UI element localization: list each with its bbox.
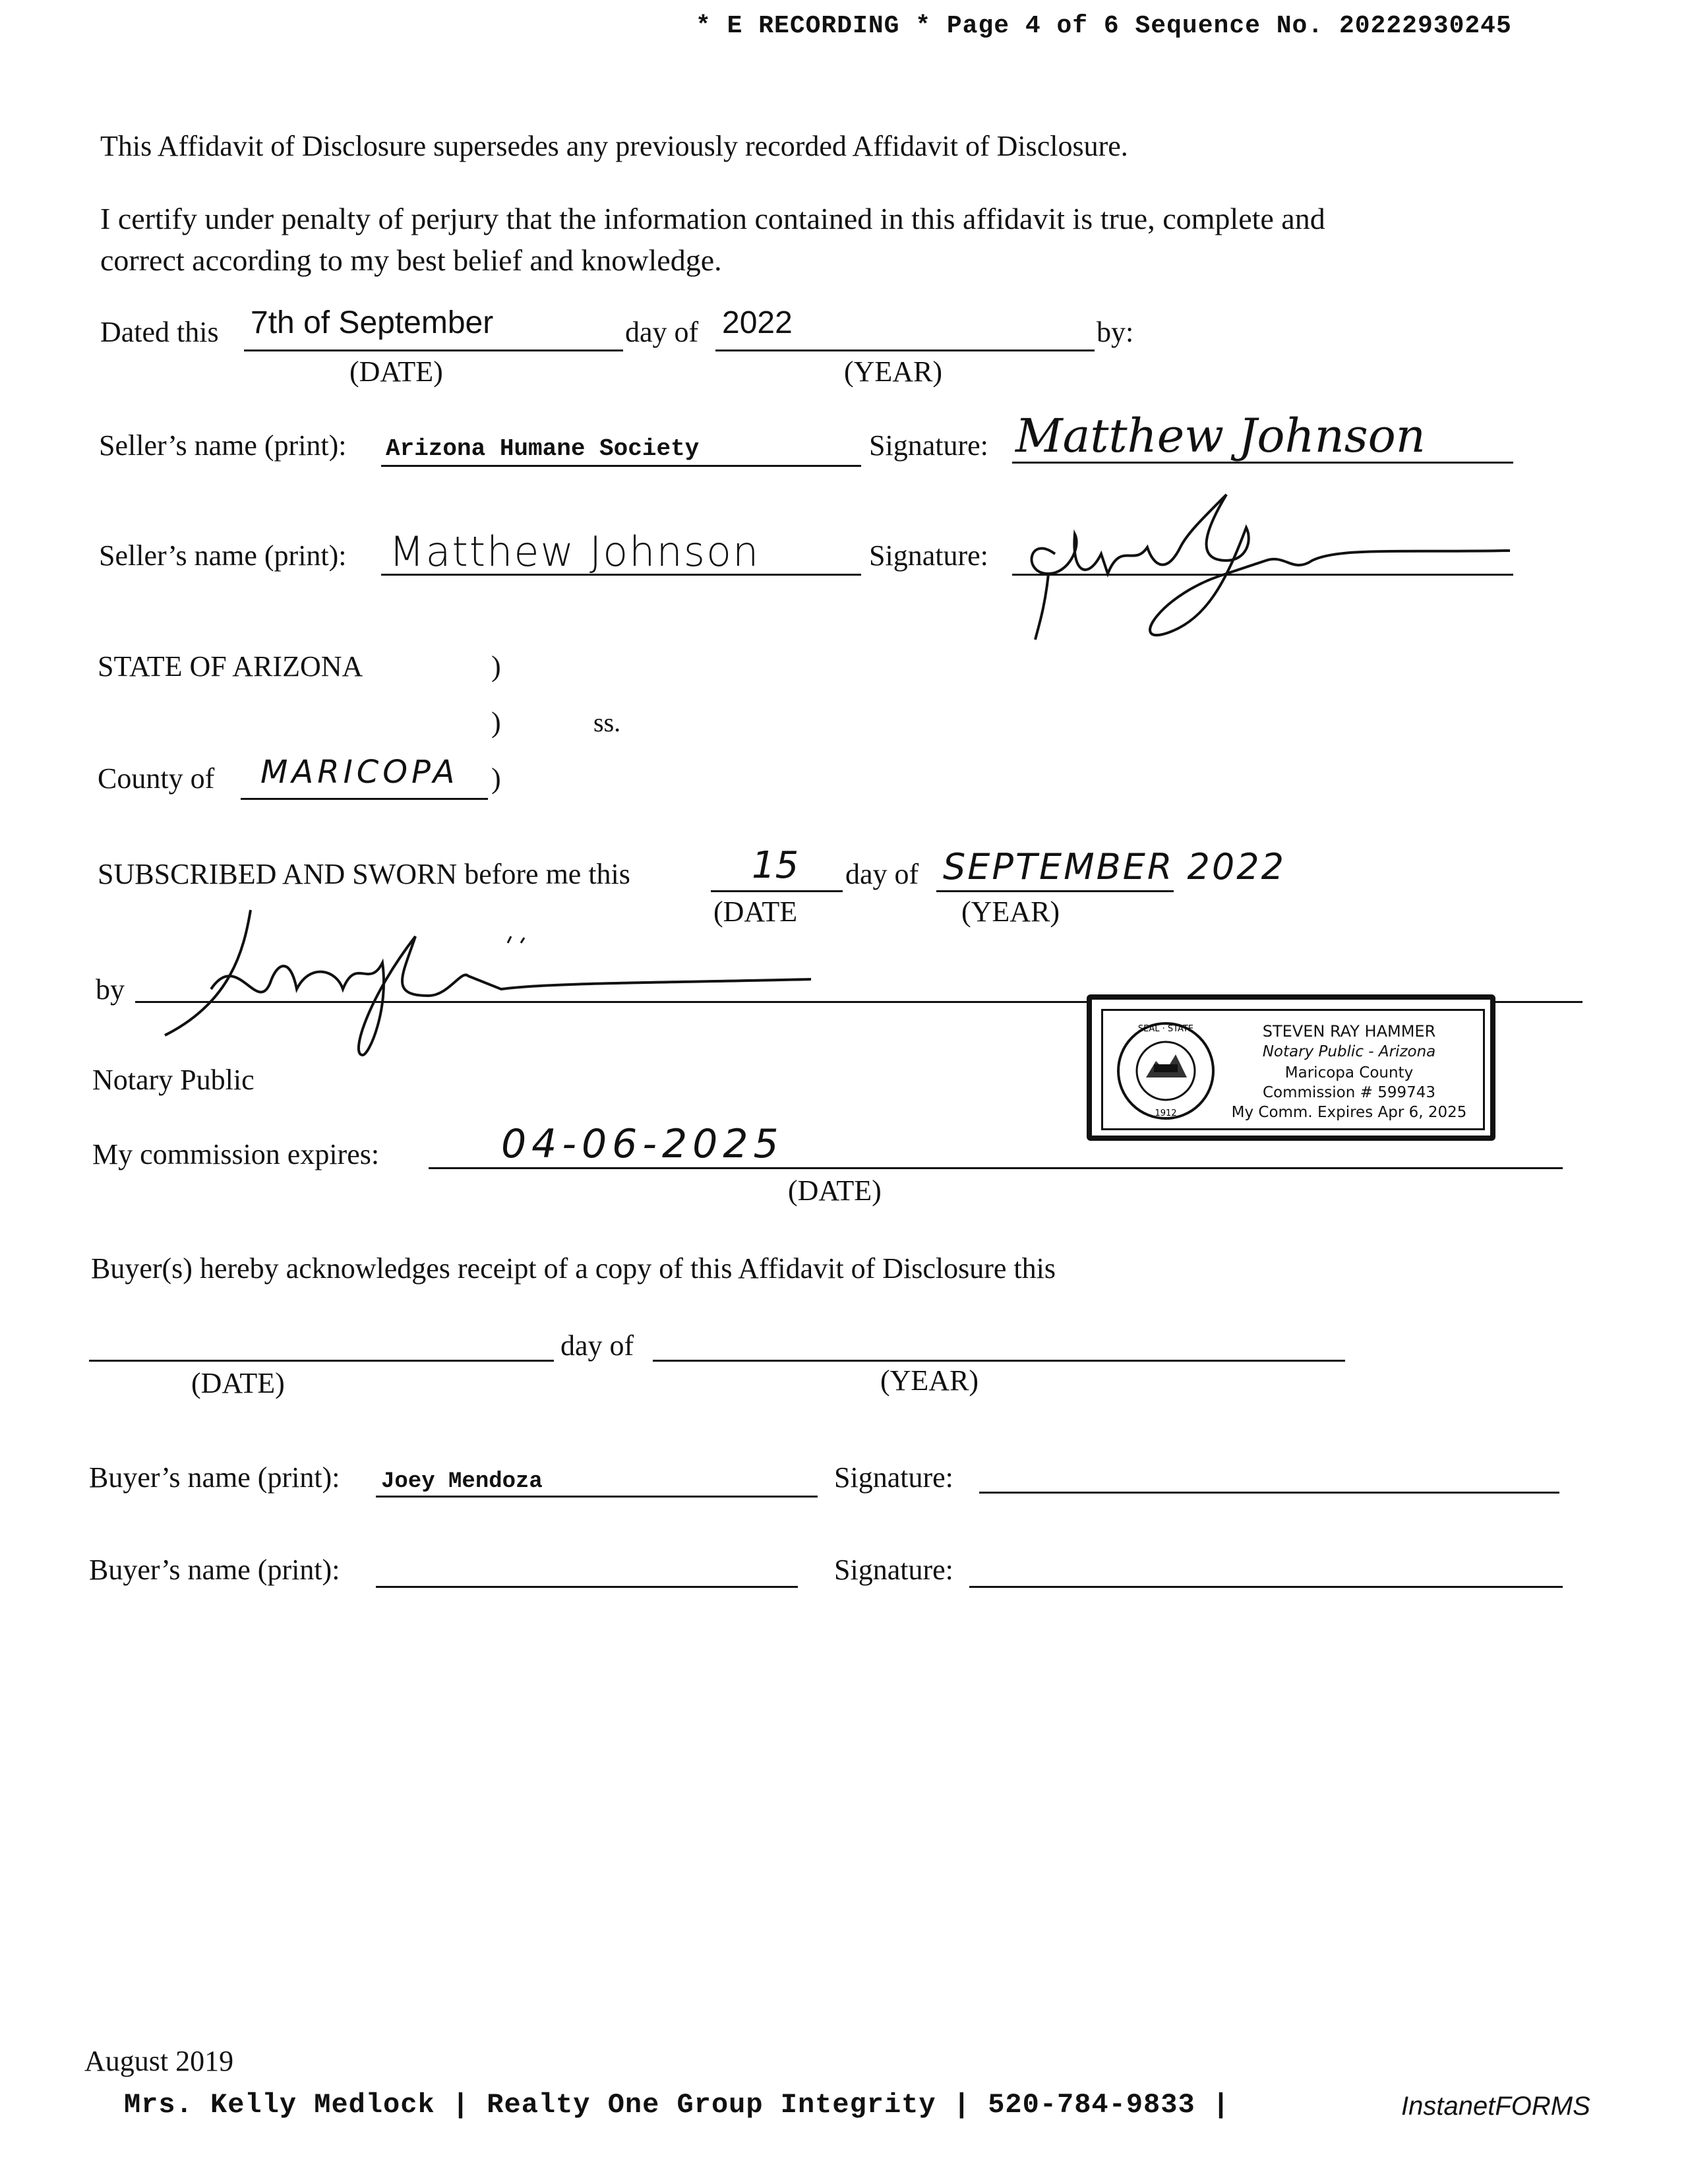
buyer1-name: Joey Mendoza — [381, 1469, 543, 1494]
by-label: by — [96, 973, 125, 1006]
state-paren-1: ) — [491, 650, 501, 682]
stamp-county: Maricopa County — [1284, 1064, 1414, 1081]
buyer2-name-line — [376, 1586, 798, 1588]
seller2-name: Matthew Johnson — [389, 528, 760, 576]
seller1-signature: Matthew Johnson — [1015, 409, 1426, 463]
ss-label: ss. — [593, 708, 621, 737]
stamp-notary-name: STEVEN RAY HAMMER — [1262, 1022, 1436, 1041]
commission-line — [429, 1167, 1563, 1169]
stamp-expires: My Comm. Expires Apr 6, 2025 — [1231, 1104, 1467, 1121]
sworn-day-line — [711, 890, 843, 892]
state-label: STATE OF ARIZONA — [98, 650, 363, 682]
seller1-name-line — [381, 465, 861, 467]
commission-value: 04-06-2025 — [501, 1121, 784, 1167]
state-seal-icon — [1113, 1018, 1219, 1124]
sworn-day-value: 15 — [752, 844, 799, 887]
buyer-ack-day-of: day of — [560, 1329, 634, 1362]
dated-date-value: 7th of September — [251, 305, 494, 340]
buyer1-label: Buyer’s name (print): — [89, 1461, 340, 1494]
stamp-notary-title: Notary Public - Arizona — [1262, 1043, 1436, 1060]
buyer-ack-text: Buyer(s) hereby acknowledges receipt of a copy of this Affidavit of Disclosure this — [91, 1252, 1056, 1285]
seller2-sig-line — [1012, 574, 1513, 576]
buyer-ack-year-line — [653, 1360, 1345, 1362]
svg-text:SEAL · STATE: SEAL · STATE — [1137, 1024, 1194, 1034]
buyer2-sig-label: Signature: — [834, 1554, 953, 1586]
buyer1-sig-line — [979, 1492, 1559, 1494]
seller1-label: Seller’s name (print): — [99, 429, 347, 462]
commission-label: My commission expires: — [92, 1138, 380, 1170]
notary-public-label: Notary Public — [92, 1064, 255, 1096]
buyer-ack-year-caption: (YEAR) — [880, 1364, 979, 1397]
recording-header: * E RECORDING * Page 4 of 6 Sequence No. 20222930245 — [696, 12, 1512, 40]
buyer2-label: Buyer’s name (print): — [89, 1554, 340, 1586]
dated-date-caption: (DATE) — [349, 355, 443, 388]
notary-stamp — [1087, 994, 1495, 1141]
dated-by: by: — [1097, 316, 1134, 348]
seller1-name: Arizona Humane Society — [386, 435, 700, 462]
dated-day-of: day of — [625, 316, 699, 348]
sworn-day-of: day of — [845, 858, 919, 890]
sworn-text: SUBSCRIBED AND SWORN before me this — [98, 858, 630, 890]
seller2-signature — [1009, 475, 1517, 646]
svg-text:1912: 1912 — [1155, 1108, 1177, 1118]
county-paren: ) — [491, 762, 501, 795]
sworn-month-year-value: SEPTEMBER 2022 — [943, 846, 1286, 888]
buyer-ack-date-line — [89, 1360, 554, 1362]
dated-label: Dated this — [100, 316, 219, 348]
buyer1-name-line — [376, 1496, 818, 1498]
dated-year-line — [715, 349, 1095, 351]
buyer2-sig-line — [969, 1586, 1563, 1588]
supersede-paragraph: This Affidavit of Disclosure supersedes any previously recorded Affidavit of Disclosure. — [100, 130, 1128, 162]
dated-date-line — [244, 349, 623, 351]
footer-brand: InstanetFORMS — [1401, 2092, 1590, 2121]
buyer1-sig-label: Signature: — [834, 1461, 953, 1494]
notary-signature — [152, 897, 824, 1068]
county-label: County of — [98, 762, 215, 795]
seller1-sig-label: Signature: — [869, 429, 988, 462]
seller2-label: Seller’s name (print): — [99, 539, 347, 572]
dated-year-caption: (YEAR) — [844, 355, 943, 388]
sworn-year-caption: (YEAR) — [961, 895, 1060, 928]
county-line — [241, 798, 488, 800]
footer-date: August 2019 — [84, 2045, 234, 2077]
footer-agent: Mrs. Kelly Medlock | Realty One Group Integrity | 520-784-9833 | — [124, 2089, 1230, 2121]
certify-line-1: I certify under penalty of perjury that the information contained in this affidavit is true, complete and — [100, 202, 1325, 235]
dated-year-value: 2022 — [722, 305, 793, 340]
sworn-date-caption: (DATE — [713, 895, 798, 928]
state-paren-2: ) — [491, 706, 501, 739]
stamp-commission: Commission # 599743 — [1262, 1084, 1436, 1101]
county-value: MARICOPA — [260, 754, 459, 791]
sworn-month-line — [936, 890, 1174, 892]
certify-line-2: correct according to my best belief and knowledge. — [100, 243, 722, 277]
commission-date-caption: (DATE) — [788, 1174, 882, 1207]
seller2-sig-label: Signature: — [869, 539, 988, 572]
seller1-sig-line — [1012, 462, 1513, 464]
seller2-name-line — [381, 574, 861, 576]
buyer-ack-date-caption: (DATE) — [191, 1367, 285, 1399]
